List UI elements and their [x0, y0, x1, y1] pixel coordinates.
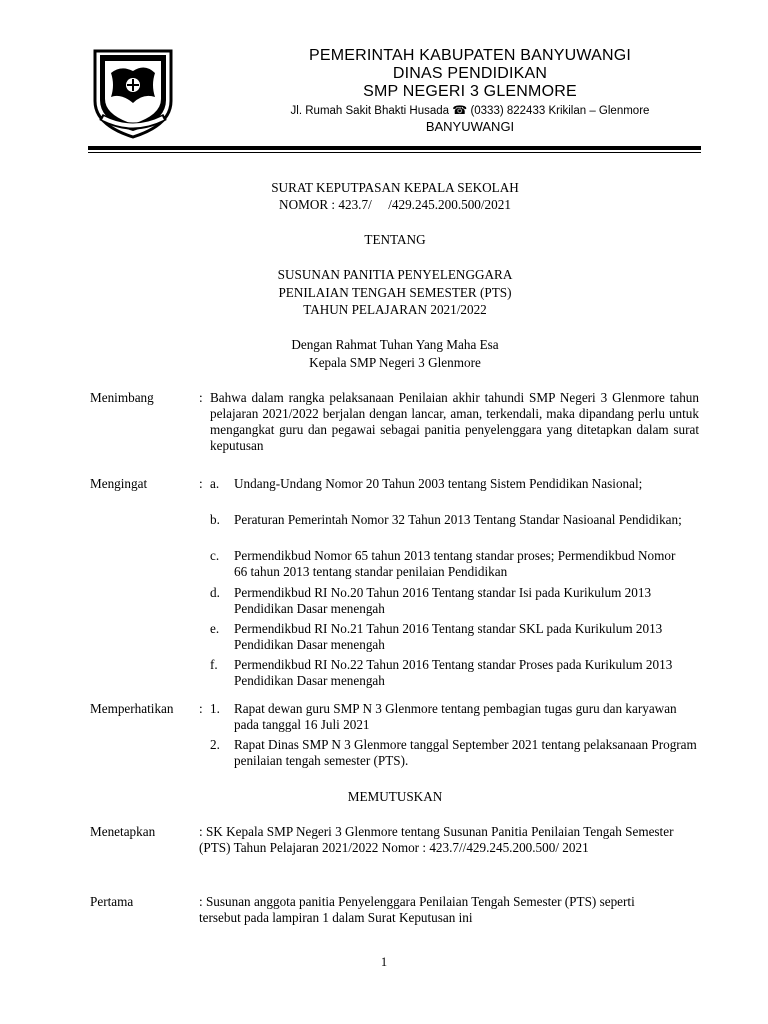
menimbang-label: Menimbang	[90, 390, 154, 405]
list-marker: 2.	[210, 737, 220, 752]
agency-name: DINAS PENDIDIKAN	[392, 65, 548, 82]
phone-icon: ☎	[452, 103, 468, 117]
mengingat-colon: :	[199, 476, 203, 491]
list-item	[210, 476, 685, 508]
letterhead	[230, 47, 710, 134]
menimbang-text: Bahwa dalam rangka pelaksanaan Penilaian akhir tahundi SMP Negeri 3 Glenmore tahun pelajaran 2021/2022 berjalan dengan lancar, aman, terkendali, maka dipandang perlu untuk mengangkat guru dan pegawai sebagai panitia penyelenggara yang ditetapkan dalam surat keputusan	[210, 390, 699, 453]
subject-line-2: PENILAIAN TENGAH SEMESTER (PTS)	[278, 285, 512, 300]
list-item-text: Undang-Undang Nomor 20 Tahun 2003 tentang Sistem Pendidikan Nasional;	[234, 476, 643, 491]
subject-line-3: TAHUN PELAJARAN 2021/2022	[303, 302, 487, 317]
memperhatikan-colon: :	[199, 701, 203, 716]
decree-number: NOMOR : 423.7/ /429.245.200.500/2021	[279, 197, 511, 212]
list-item-text: Rapat Dinas SMP N 3 Glenmore tanggal September 2021 tentang pelaksanaan Program penilaian tengah semester (PTS).	[234, 737, 697, 768]
list-marker: c.	[210, 548, 220, 563]
school-name: SMP NEGERI 3 GLENMORE	[363, 83, 577, 100]
menimbang-colon: :	[199, 390, 203, 405]
menetapkan-label: Menetapkan	[90, 824, 156, 839]
list-item-text: Permendikbud RI No.20 Tahun 2016 Tentang standar Isi pada Kurikulum 2013 Pendidikan Dasar menengah	[234, 585, 652, 616]
address-street: Jl. Rumah Sakit Bhakti Husada	[290, 105, 450, 117]
tentang-heading: TENTANG	[364, 232, 426, 247]
list-item-text: Permendikbud RI No.21 Tahun 2016 Tentang standar SKL pada Kurikulum 2013 Pendidikan Dasar menengah	[234, 621, 663, 652]
list-marker: 1.	[210, 701, 220, 716]
pertama-text: : Susunan anggota panitia Penyelenggara Penilaian Tengah Semester (PTS) seperti tersebut pada lampiran 1 dalam Surat Keputusan ini	[199, 894, 635, 925]
list-item	[210, 701, 700, 733]
list-item-text: Peraturan Pemerintah Nomor 32 Tahun 2013 Tentang Standar Nasioanal Pendidikan;	[234, 512, 682, 527]
mengingat-label: Mengingat	[90, 476, 148, 491]
letterhead-divider-thick	[88, 146, 701, 150]
list-item-text: Rapat dewan guru SMP N 3 Glenmore tentang pembagian tugas guru dan karyawan pada tanggal 16 Juli 2021	[234, 701, 677, 732]
page-number: 1	[380, 955, 388, 969]
list-item	[210, 737, 700, 769]
letterhead-divider-thin	[88, 152, 701, 153]
menetapkan-text: : SK Kepala SMP Negeri 3 Glenmore tentang Susunan Panitia Penilaian Tengah Semester (PTS) Tahun Pelajaran 2021/2022 Nomor : 423.7//429.245.200.500/ 2021	[199, 824, 674, 855]
list-item	[210, 657, 685, 689]
grace-line-1: Dengan Rahmat Tuhan Yang Maha Esa	[291, 337, 499, 352]
list-item	[210, 512, 685, 544]
list-item	[210, 548, 685, 580]
regency-emblem-logo	[91, 45, 175, 139]
pertama-label: Pertama	[90, 894, 134, 909]
list-marker: d.	[210, 585, 220, 600]
memutuskan-heading: MEMUTUSKAN	[347, 789, 443, 804]
decree-title: SURAT KEPUTPASAN KEPALA SEKOLAH	[271, 180, 519, 195]
list-marker: a.	[210, 476, 220, 491]
government-name: PEMERINTAH KABUPATEN BANYUWANGI	[308, 47, 632, 64]
list-item	[210, 585, 685, 617]
list-marker: f.	[210, 657, 218, 672]
memperhatikan-label: Memperhatikan	[90, 701, 174, 716]
grace-line-2: Kepala SMP Negeri 3 Glenmore	[309, 355, 481, 370]
list-marker: b.	[210, 512, 220, 527]
list-item-text: Permendikbud RI No.22 Tahun 2016 Tentang standar Proses pada Kurikulum 2013 Pendidikan Dasar menengah	[234, 657, 673, 688]
address-phone-location: (0333) 822433 Krikilan – Glenmore	[470, 105, 650, 117]
list-item-text: Permendikbud Nomor 65 tahun 2013 tentang standar proses; Permendikbud Nomor 66 tahun 2013 tentang standar penilaian Pendidikan	[234, 548, 676, 579]
list-item	[210, 621, 685, 653]
subject-line-1: SUSUNAN PANITIA PENYELENGGARA	[277, 267, 513, 282]
list-marker: e.	[210, 621, 220, 636]
school-address	[230, 103, 710, 119]
city-name: BANYUWANGI	[425, 119, 515, 134]
